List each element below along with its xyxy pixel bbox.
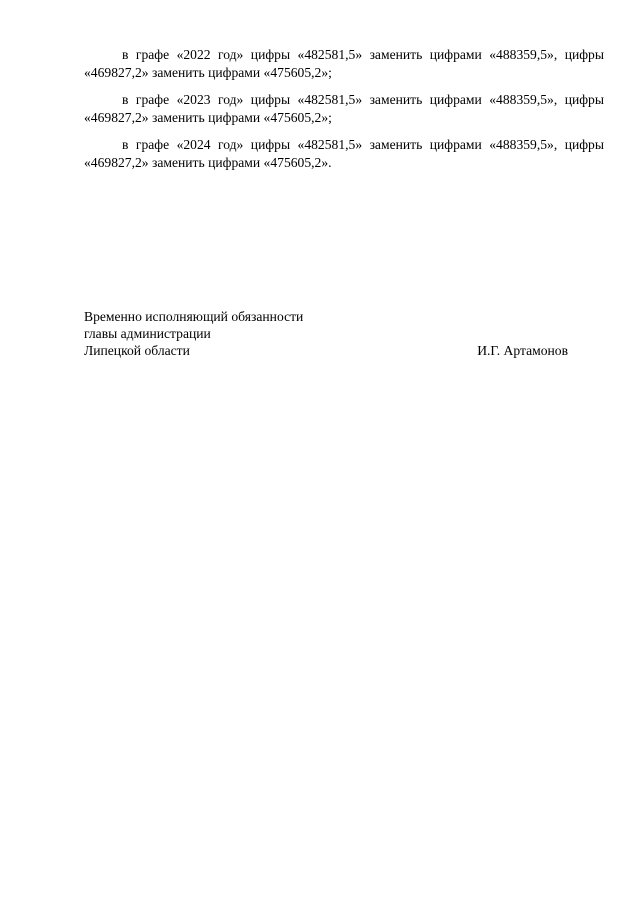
signatory-name: И.Г. Артамонов	[477, 343, 568, 358]
signature-block	[84, 308, 568, 359]
amendment-text-line-1: в графе «2022 год» цифры «482581,5» заменить цифрами «488359,5»,	[122, 47, 558, 62]
amendment-text-line-1: в графе «2024 год» цифры «482581,5» заменить цифрами «488359,5»,	[122, 137, 558, 152]
amendment-text-line-2: цифры «469827,2» заменить цифрами «475605,2».	[84, 137, 604, 170]
amendment-text-line-2: цифры «469827,2» заменить цифрами «475605,2»;	[84, 92, 604, 125]
signatory-position-line-3: Липецкой области	[84, 343, 190, 358]
signatory-position-line-1: Временно исполняющий обязанности	[84, 309, 304, 324]
amendment-text-line-2: цифры «469827,2» заменить цифрами «475605,2»;	[84, 47, 604, 80]
amendment-paragraph-2024	[84, 136, 604, 172]
amendment-paragraph-2022	[84, 46, 604, 82]
amendment-text-line-1: в графе «2023 год» цифры «482581,5» заменить цифрами «488359,5»,	[122, 92, 558, 107]
amendment-paragraph-2023	[84, 91, 604, 127]
signatory-position-line-2: главы администрации	[84, 326, 211, 341]
signatory-final-line	[84, 342, 568, 359]
